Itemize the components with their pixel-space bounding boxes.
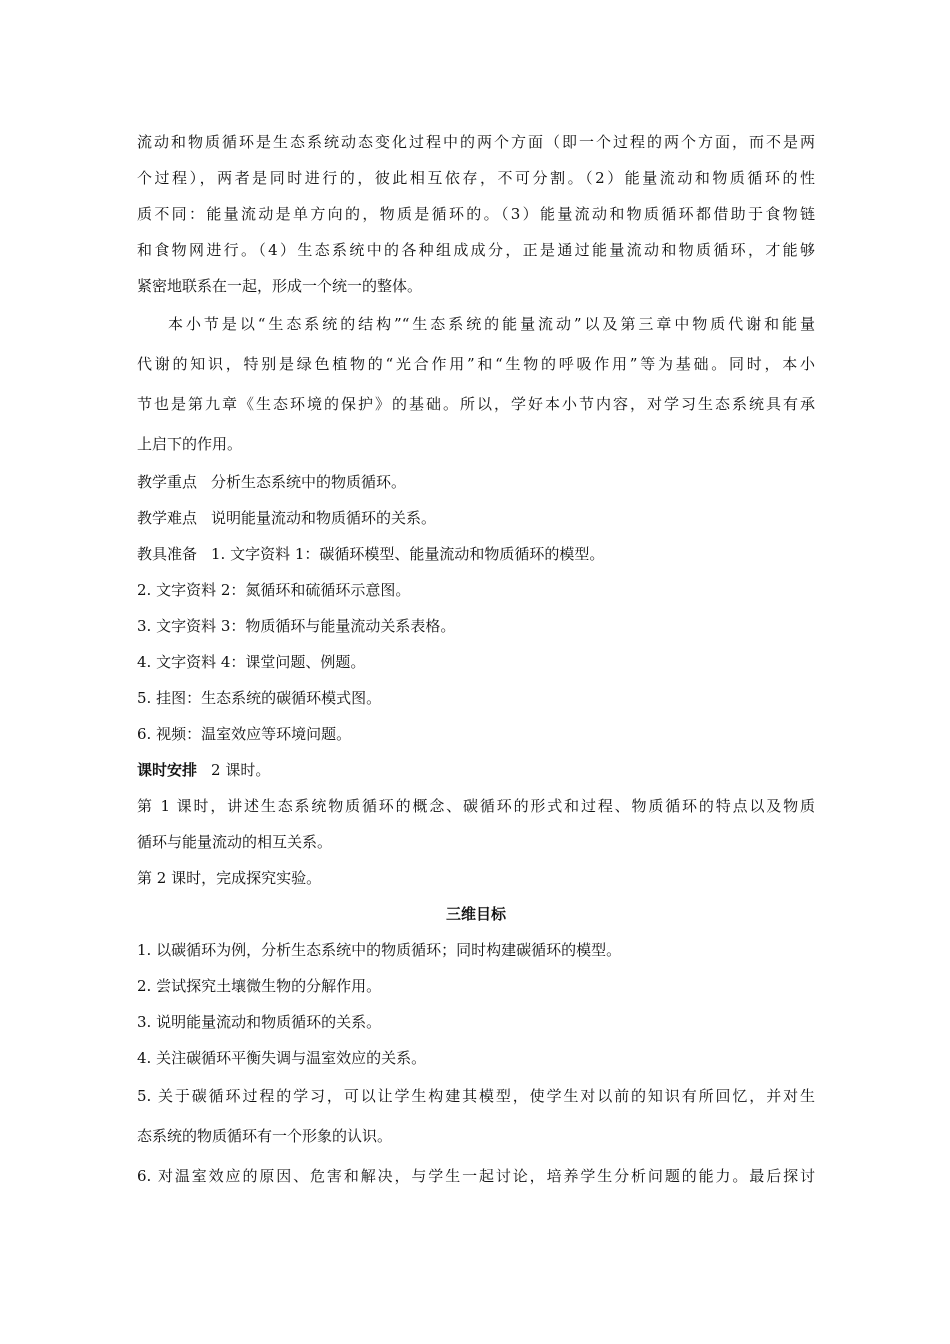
- schedule-text: 2 课时。: [211, 761, 271, 779]
- paragraph2-line: 节也是第九章《生态环境的保护》的基础。所以，学好本小节内容，对学习生态系统具有承: [137, 395, 815, 413]
- lesson1-line: 循环与能量流动的相互关系。: [137, 833, 333, 851]
- paragraph2-line: 代谢的知识，特别是绿色植物的“光合作用”和“生物的呼吸作用”等为基础。同时，本小: [137, 355, 815, 373]
- document-page: [137, 124, 815, 1196]
- paragraph2-line: 本小节是以“生态系统的结构”“生态系统的能量流动”以及第三章中物质代谢和能量: [168, 315, 815, 333]
- objective-item5-line: 态系统的物质循环有一个形象的认识。: [137, 1127, 393, 1145]
- materials-item: 6. 视频：温室效应等环境问题。: [137, 725, 352, 743]
- difficulty-label: 教学难点: [137, 509, 198, 527]
- objective-item6-line: 6. 对温室效应的原因、危害和解决，与学生一起讨论，培养学生分析问题的能力。最后探讨: [137, 1167, 815, 1185]
- materials-item: 4. 文字资料 4：课堂问题、例题。: [137, 653, 366, 671]
- materials: [137, 536, 815, 572]
- materials-item: 5. 挂图：生态系统的碳循环模式图。: [137, 689, 382, 707]
- paragraph1-line: 质不同：能量流动是单方向的，物质是循环的。（3）能量流动和物质循环都借助于食物链: [137, 205, 815, 223]
- difficulty: [137, 500, 815, 536]
- schedule: [137, 752, 815, 788]
- objective-item: 4. 关注碳循环平衡失调与温室效应的关系。: [137, 1049, 427, 1067]
- objective-item: 2. 尝试探究土壤微生物的分解作用。: [137, 977, 382, 995]
- lesson2-line: 第 2 课时，完成探究实验。: [137, 869, 322, 887]
- paragraph1-line: 和食物网进行。（4）生态系统中的各种组成成分，正是通过能量流动和物质循环，才能够: [137, 241, 815, 259]
- lesson1-line: 第 1 课时，讲述生态系统物质循环的概念、碳循环的形式和过程、物质循环的特点以及物质: [137, 797, 815, 815]
- paragraph1-line: 流动和物质循环是生态系统动态变化过程中的两个方面（即一个过程的两个方面，而不是两: [137, 133, 815, 151]
- difficulty-text: 说明能量流动和物质循环的关系。: [211, 509, 437, 527]
- paragraph1-line: 个过程），两者是同时进行的，彼此相互依存，不可分割。（2）能量流动和物质循环的性: [137, 169, 815, 187]
- objective-item: 1. 以碳循环为例，分析生态系统中的物质循环；同时构建碳循环的模型。: [137, 941, 622, 959]
- key-point-label: 教学重点: [137, 473, 198, 491]
- materials-item: 2. 文字资料 2：氮循环和硫循环示意图。: [137, 581, 411, 599]
- key-point-text: 分析生态系统中的物质循环。: [211, 473, 407, 491]
- paragraph1-line: 紧密地联系在一起，形成一个统一的整体。: [137, 277, 423, 295]
- schedule-label: 课时安排: [137, 761, 198, 779]
- materials-label: 教具准备: [137, 545, 198, 563]
- materials-first: 1. 文字资料 1：碳循环模型、能量流动和物质循环的模型。: [211, 545, 605, 563]
- paragraph2-line: 上启下的作用。: [137, 435, 243, 453]
- key-point: [137, 464, 815, 500]
- objective-item5-line: 5. 关于碳循环过程的学习，可以让学生构建其模型，使学生对以前的知识有所回忆，并对生: [137, 1087, 815, 1105]
- objectives-heading: 三维目标: [445, 905, 506, 923]
- materials-item: 3. 文字资料 3：物质循环与能量流动关系表格。: [137, 617, 456, 635]
- objective-item: 3. 说明能量流动和物质循环的关系。: [137, 1013, 382, 1031]
